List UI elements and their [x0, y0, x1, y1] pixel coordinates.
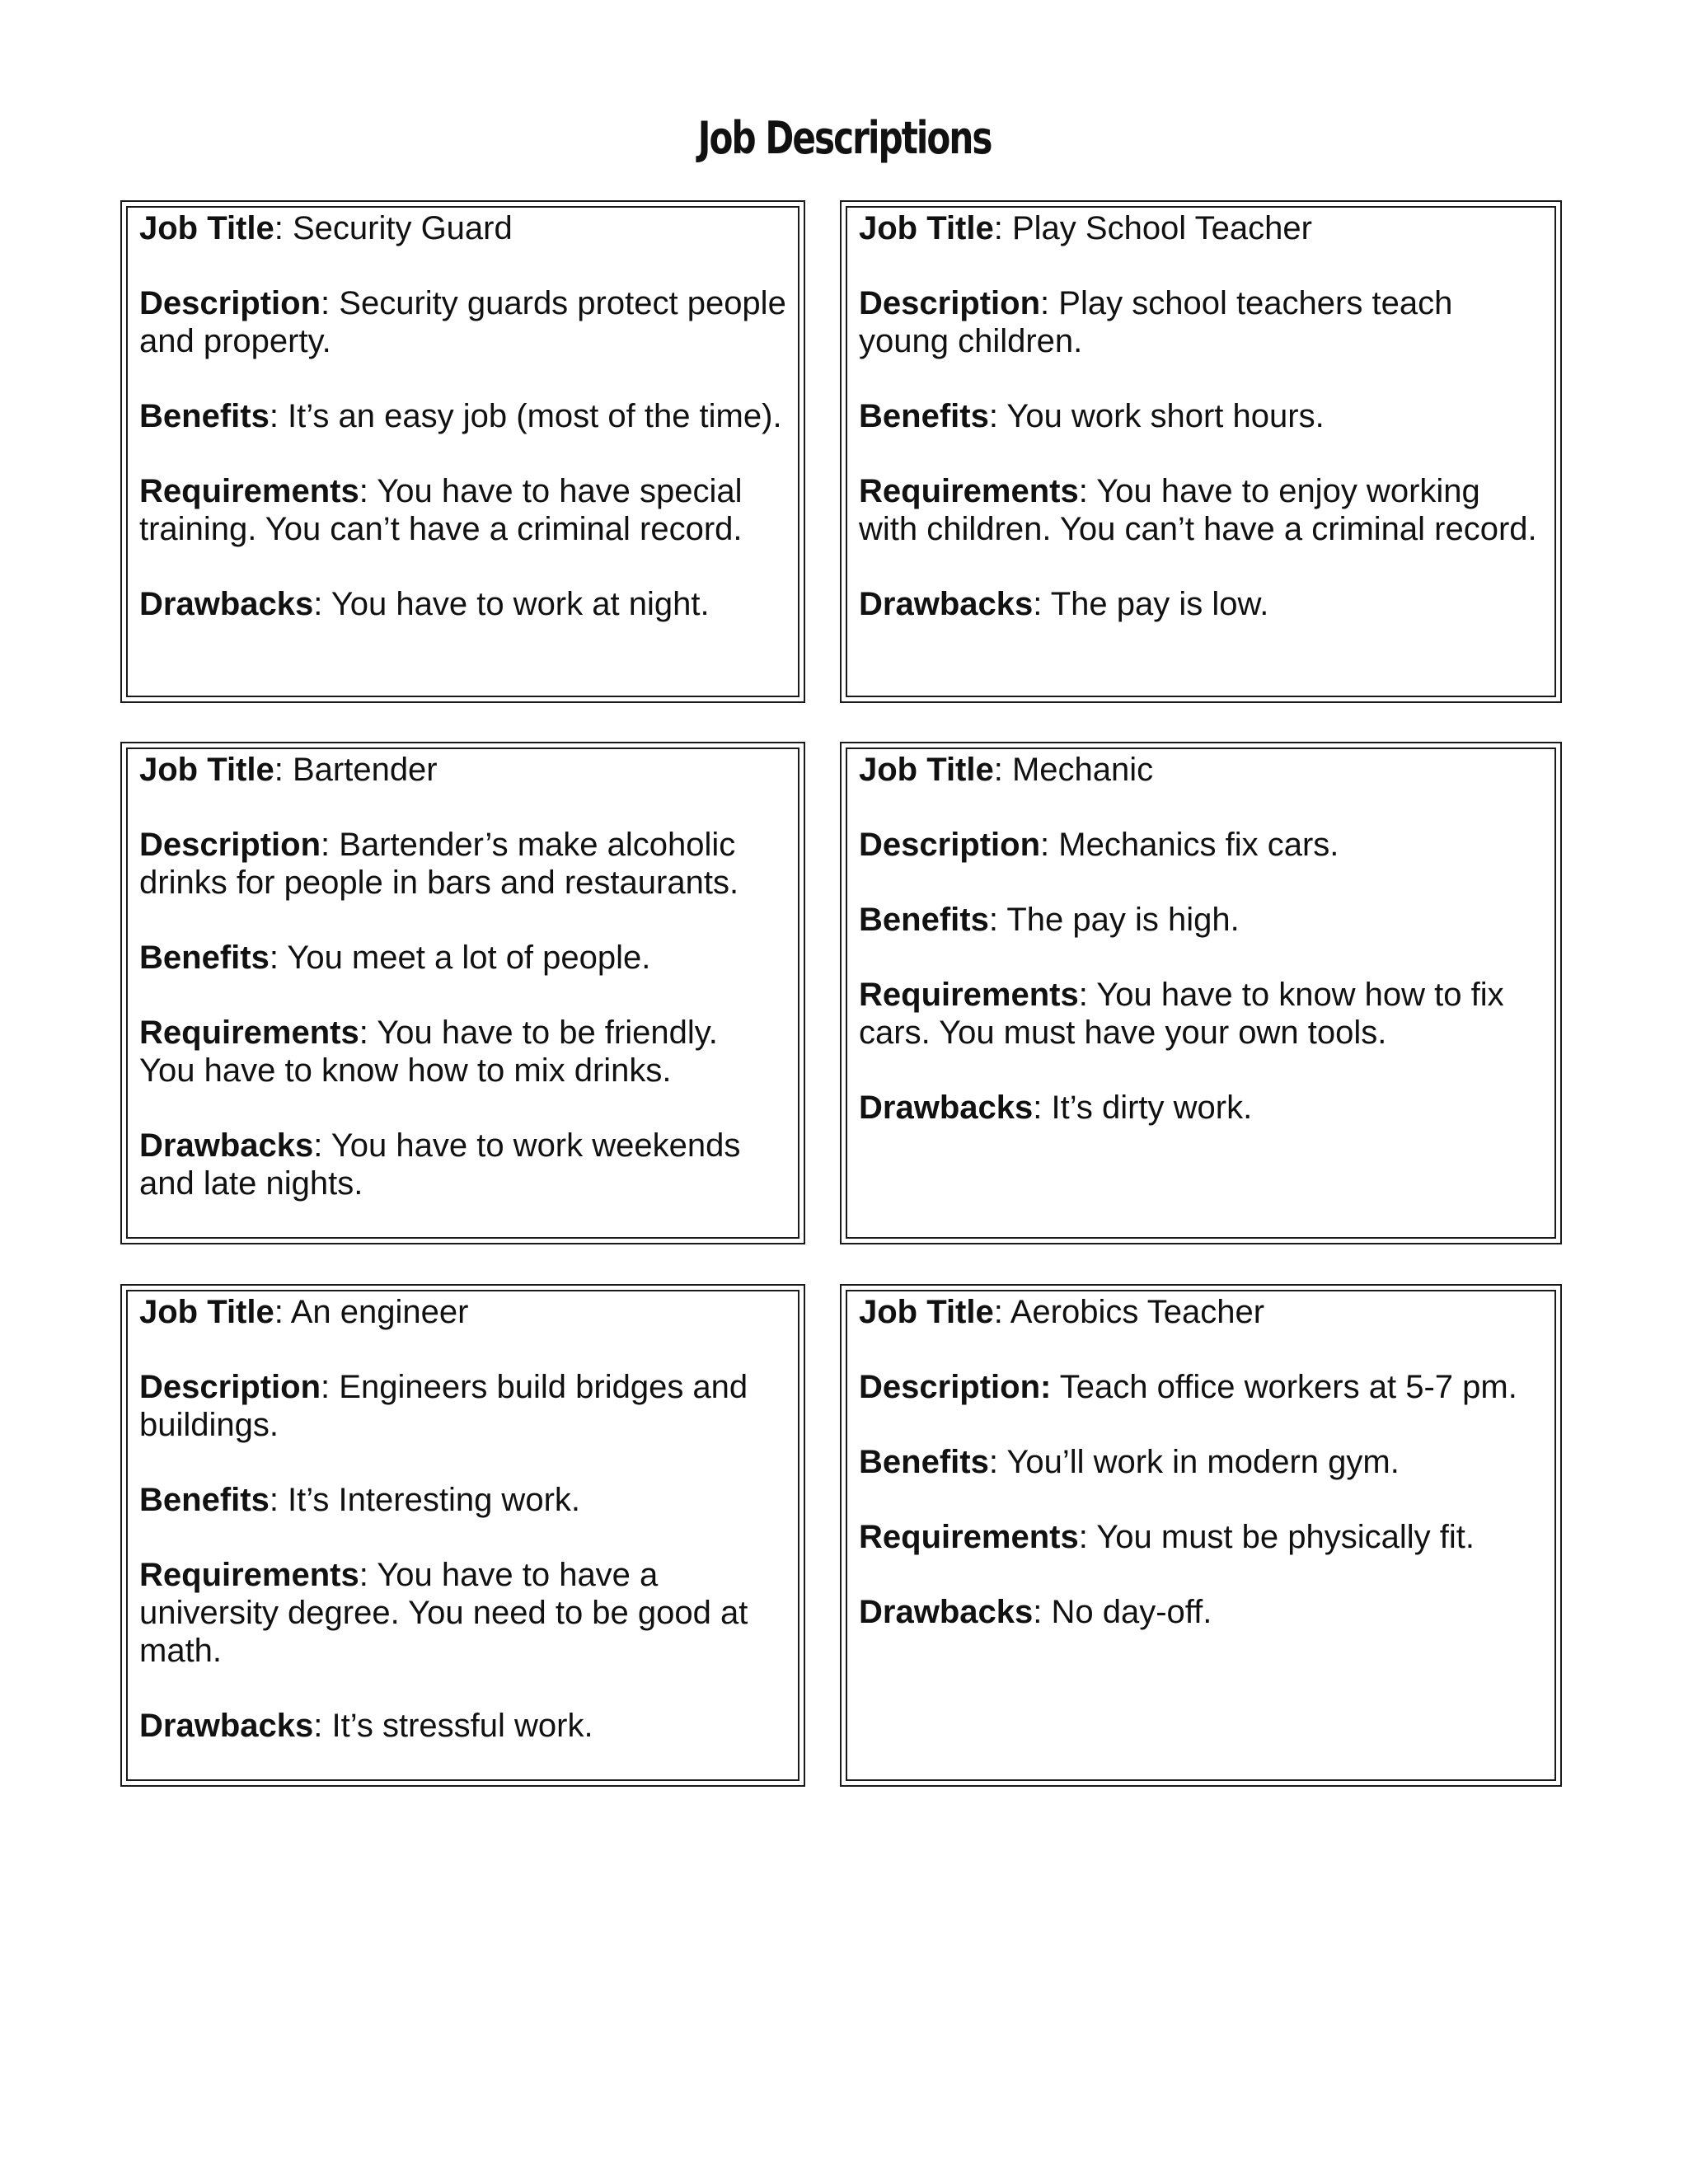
job-title-label: Job Title — [139, 752, 274, 788]
job-title-field — [139, 751, 798, 789]
drawbacks-value: : No day-off. — [1033, 1594, 1212, 1630]
benefits-field — [139, 397, 798, 435]
description-label: Description — [139, 827, 321, 863]
job-title-value: : Bartender — [274, 752, 438, 788]
requirements-label: Requirements — [139, 1015, 359, 1051]
job-card-inner-border — [126, 206, 799, 697]
benefits-field — [139, 939, 798, 977]
job-title-label: Job Title — [859, 210, 994, 246]
job-card-play-school-teacher — [840, 200, 1562, 703]
requirements-value: : You have to have special training. You can’t have a criminal record. — [139, 473, 743, 547]
requirements-field — [859, 1518, 1554, 1556]
benefits-label: Benefits — [859, 398, 989, 434]
description-label: Description — [139, 1369, 321, 1405]
description-label: Description — [859, 827, 1041, 863]
job-title-value: : Aerobics Teacher — [993, 1294, 1265, 1330]
drawbacks-label: Drawbacks — [139, 586, 314, 622]
description-field — [859, 284, 1554, 360]
description-value: : Mechanics fix cars. — [1040, 827, 1339, 863]
drawbacks-field — [139, 1127, 798, 1202]
job-card-inner-border — [846, 1290, 1556, 1781]
requirements-label: Requirements — [859, 473, 1079, 509]
drawbacks-label: Drawbacks — [139, 1127, 314, 1164]
description-value: : Play school teachers teach young children. — [859, 285, 1453, 359]
requirements-field — [139, 472, 798, 548]
requirements-field — [139, 1556, 798, 1670]
drawbacks-value: : You have to work weekends and late nights. — [139, 1127, 741, 1202]
description-value: : Bartender’s make alcoholic drinks for people in bars and restaurants. — [139, 827, 739, 901]
job-title-value: : Security Guard — [274, 210, 513, 246]
benefits-value: : You’ll work in modern gym. — [988, 1444, 1400, 1480]
job-card-mechanic — [840, 742, 1562, 1244]
job-title-label: Job Title — [139, 1294, 274, 1330]
benefits-label: Benefits — [139, 940, 270, 976]
description-label: Description — [139, 285, 321, 321]
job-card-inner-border — [846, 748, 1556, 1239]
benefits-field — [859, 1443, 1554, 1481]
benefits-field — [139, 1481, 798, 1519]
requirements-label: Requirements — [139, 473, 359, 509]
description-value: Teach office workers at 5-7 pm. — [1051, 1369, 1517, 1405]
description-field — [139, 284, 798, 360]
drawbacks-field — [859, 1089, 1554, 1127]
benefits-field — [859, 397, 1554, 435]
requirements-value: : You have to know how to fix cars. You must have your own tools. — [859, 977, 1504, 1051]
benefits-value: : It’s an easy job (most of the time). — [269, 398, 782, 434]
page-title: Job Descriptions — [697, 112, 992, 164]
job-card-bartender — [120, 742, 805, 1244]
description-value: : Engineers build bridges and buildings. — [139, 1369, 748, 1443]
job-title-label: Job Title — [859, 1294, 994, 1330]
description-label: Description: — [859, 1369, 1052, 1405]
benefits-field — [859, 901, 1554, 939]
benefits-label: Benefits — [139, 1482, 270, 1518]
job-title-field — [859, 751, 1554, 789]
drawbacks-label: Drawbacks — [139, 1708, 314, 1744]
drawbacks-field — [859, 585, 1554, 623]
requirements-label: Requirements — [139, 1557, 359, 1593]
job-title-label: Job Title — [139, 210, 274, 246]
job-card-engineer — [120, 1284, 805, 1787]
description-field — [859, 1368, 1554, 1406]
benefits-value: : It’s Interesting work. — [269, 1482, 580, 1518]
drawbacks-label: Drawbacks — [859, 586, 1034, 622]
description-value: : Security guards protect people and property. — [139, 285, 786, 359]
drawbacks-value: : It’s dirty work. — [1033, 1090, 1253, 1126]
job-card-inner-border — [846, 206, 1556, 697]
requirements-label: Requirements — [859, 1519, 1079, 1555]
description-field — [859, 826, 1554, 864]
job-title-field — [139, 1293, 798, 1331]
requirements-label: Requirements — [859, 977, 1079, 1013]
job-title-label: Job Title — [859, 752, 994, 788]
job-title-field — [139, 209, 798, 247]
job-card-inner-border — [126, 748, 799, 1239]
job-title-value: : An engineer — [274, 1294, 469, 1330]
drawbacks-field — [139, 585, 798, 623]
job-title-value: : Mechanic — [993, 752, 1154, 788]
benefits-label: Benefits — [859, 1444, 989, 1480]
requirements-field — [139, 1014, 798, 1090]
description-field — [139, 826, 798, 902]
benefits-value: : You meet a lot of people. — [269, 940, 651, 976]
requirements-value: : You have to have a university degree. You need to be good at math. — [139, 1557, 748, 1669]
description-label: Description — [859, 285, 1041, 321]
requirements-field — [859, 472, 1554, 548]
job-card-aerobics-teacher — [840, 1284, 1562, 1787]
drawbacks-value: : The pay is low. — [1033, 586, 1269, 622]
drawbacks-value: : It’s stressful work. — [313, 1708, 593, 1744]
job-card-security-guard — [120, 200, 805, 703]
benefits-label: Benefits — [139, 398, 270, 434]
requirements-value: : You have to be friendly. You have to know how to mix drinks. — [139, 1015, 718, 1089]
drawbacks-label: Drawbacks — [859, 1090, 1034, 1126]
job-card-inner-border — [126, 1290, 799, 1781]
benefits-label: Benefits — [859, 902, 989, 938]
drawbacks-label: Drawbacks — [859, 1594, 1034, 1630]
description-field — [139, 1368, 798, 1444]
job-title-value: : Play School Teacher — [993, 210, 1312, 246]
drawbacks-value: : You have to work at night. — [313, 586, 710, 622]
requirements-field — [859, 976, 1554, 1052]
requirements-value: : You must be physically fit. — [1078, 1519, 1475, 1555]
drawbacks-field — [139, 1707, 798, 1745]
requirements-value: : You have to enjoy working with children. You can’t have a criminal record. — [859, 473, 1537, 547]
benefits-value: : You work short hours. — [988, 398, 1325, 434]
benefits-value: : The pay is high. — [988, 902, 1240, 938]
job-title-field — [859, 209, 1554, 247]
drawbacks-field — [859, 1593, 1554, 1631]
job-title-field — [859, 1293, 1554, 1331]
